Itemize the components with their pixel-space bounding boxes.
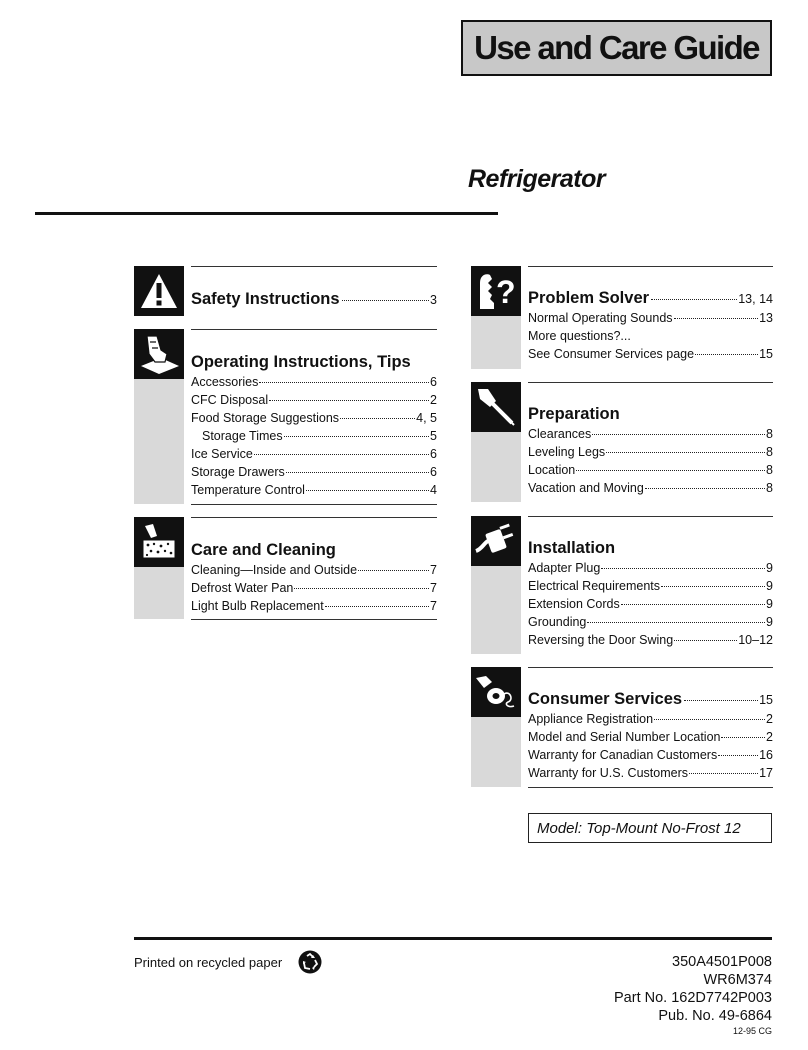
part-code: Part No. 162D7742P003 [614, 990, 772, 1006]
toc-item[interactable]: Appliance Registration 2 [528, 712, 773, 726]
toc-item[interactable]: Light Bulb Replacement 7 [191, 599, 437, 613]
toc-item[interactable]: Defrost Water Pan 7 [191, 581, 437, 595]
print-date-code: 12-95 CG [732, 1026, 772, 1036]
toc-item[interactable]: Temperature Control 4 [191, 483, 437, 497]
toc-heading-preparation[interactable]: Preparation [528, 405, 620, 423]
toc-item[interactable]: Location 8 [528, 463, 773, 477]
toc-item[interactable]: Normal Operating Sounds 13 [528, 311, 773, 325]
toc-item[interactable]: Model and Serial Number Location 2 [528, 730, 773, 744]
hand-pressing-icon [134, 329, 184, 379]
sponge-hand-icon [134, 517, 184, 567]
warning-triangle-icon [134, 266, 184, 316]
toc-item[interactable]: Storage Times 5 [202, 429, 437, 443]
toc-item[interactable]: Clearances 8 [528, 427, 773, 441]
toc-item[interactable]: Warranty for Canadian Customers 16 [528, 748, 773, 762]
header-rule [35, 212, 498, 215]
toc-entry-safety[interactable]: Safety Instructions 3 [191, 290, 437, 308]
toc-item[interactable]: Accessories 6 [191, 375, 437, 389]
page-title: Use and Care Guide [474, 29, 759, 66]
toc-item: More questions?... [528, 329, 631, 343]
part-code: Pub. No. 49-6864 [658, 1008, 772, 1024]
toc-heading-care[interactable]: Care and Cleaning [191, 541, 336, 559]
toc-item[interactable]: CFC Disposal 2 [191, 393, 437, 407]
toc-entry-problem[interactable]: Problem Solver 13, 14 [528, 289, 773, 307]
screwdriver-hand-icon [471, 382, 521, 432]
toc-item[interactable]: Vacation and Moving 8 [528, 481, 773, 495]
toc-item[interactable]: Electrical Requirements 9 [528, 579, 773, 593]
svg-text:?: ? [496, 274, 516, 310]
toc-item[interactable]: Reversing the Door Swing 10–12 [528, 633, 773, 647]
power-plug-icon [471, 516, 521, 566]
question-face-icon [471, 266, 521, 316]
recycle-icon [298, 950, 322, 974]
title-box [461, 20, 772, 76]
toc-entry-consumer[interactable]: Consumer Services 15 [528, 690, 773, 708]
toc-item[interactable]: Adapter Plug 9 [528, 561, 773, 575]
toc-item[interactable]: Storage Drawers 6 [191, 465, 437, 479]
part-numbers [614, 953, 772, 1037]
part-code: 350A4501P008 [672, 954, 772, 970]
toc-item[interactable]: Ice Service 6 [191, 447, 437, 461]
page-subtitle: Refrigerator [468, 165, 606, 193]
tape-roll-icon [471, 667, 521, 717]
toc-item[interactable]: Leveling Legs 8 [528, 445, 773, 459]
toc-item[interactable]: Food Storage Suggestions 4, 5 [191, 411, 437, 425]
printed-note: Printed on recycled paper [134, 955, 283, 970]
toc-heading-installation[interactable]: Installation [528, 539, 616, 557]
part-code: WR6M374 [703, 972, 772, 988]
toc-item[interactable]: Grounding 9 [528, 615, 773, 629]
toc-item[interactable]: Cleaning—Inside and Outside 7 [191, 563, 437, 577]
toc-item[interactable]: Extension Cords 9 [528, 597, 773, 611]
toc-item[interactable]: See Consumer Services page 15 [528, 347, 773, 361]
toc-item[interactable]: Warranty for U.S. Customers 17 [528, 766, 773, 780]
toc-heading-operating[interactable]: Operating Instructions, Tips [191, 353, 411, 371]
footer-rule [134, 937, 772, 940]
model-label: Model: Top-Mount No-Frost 12 [528, 813, 772, 843]
